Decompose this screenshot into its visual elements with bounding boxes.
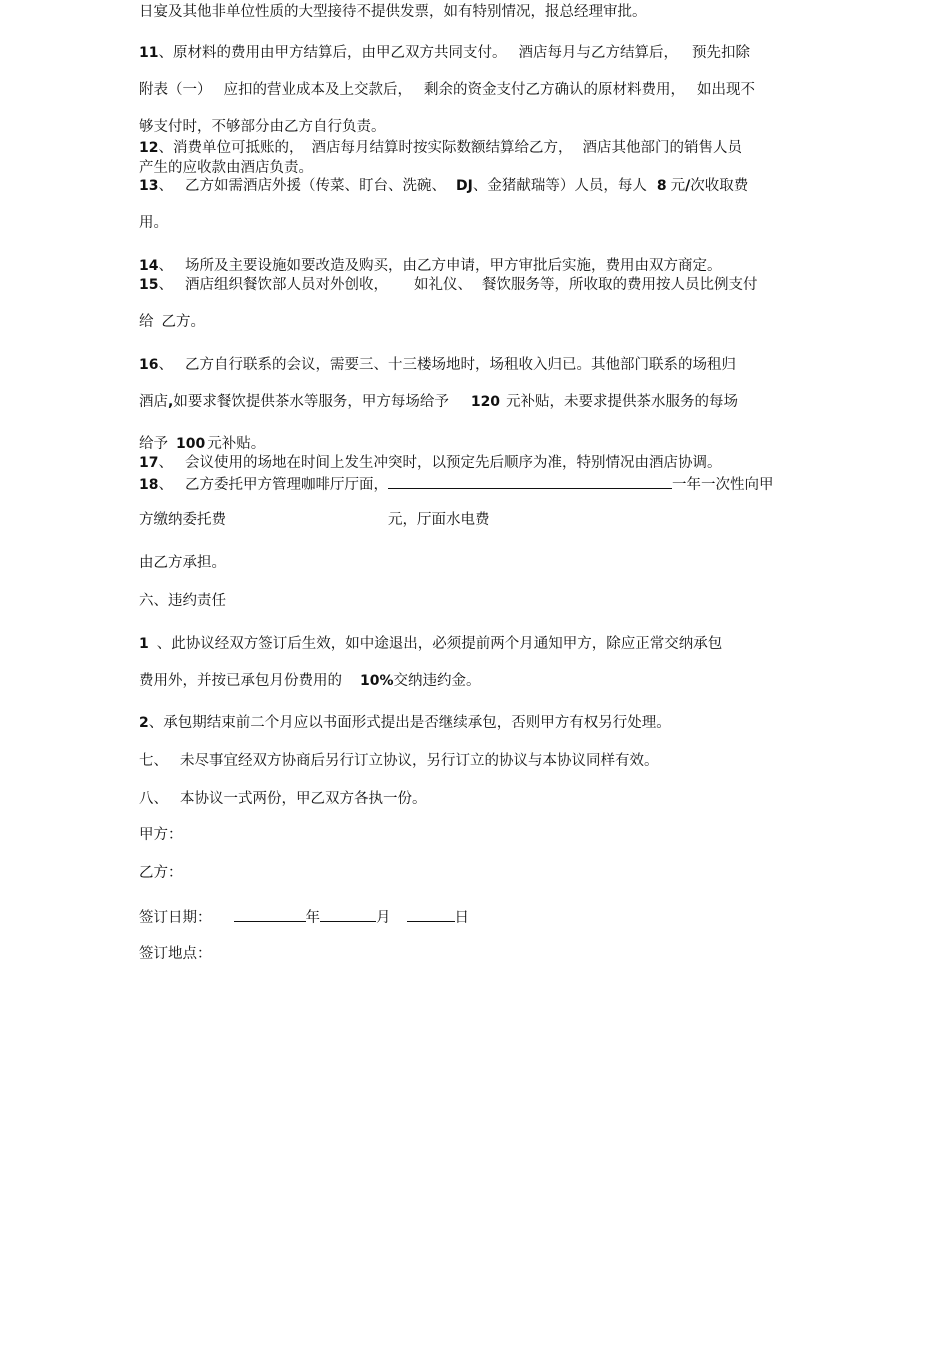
clause-14 <box>139 257 721 275</box>
clause-text: 、 <box>158 258 173 274</box>
clause-text: 、 <box>158 178 173 194</box>
clause-text: 方缴纳委托费 <box>139 512 226 528</box>
clause-text: 费用外，并按已承包月份费用的 <box>139 673 342 689</box>
section-heading: 六、违约责任 <box>139 593 226 609</box>
clause-text: 元补贴。 <box>207 436 266 452</box>
section-7 <box>139 752 659 770</box>
clause-number: 15 <box>139 277 159 293</box>
clause-15-line-2 <box>139 313 205 331</box>
blank-field[interactable] <box>388 474 672 489</box>
clause-13-line-2: 用。 <box>139 215 168 231</box>
clause-text: 未尽事宜经双方协商后另行订立协议，另行订立的协议与本协议同样有效。 <box>180 753 659 769</box>
clause-13 <box>139 177 748 195</box>
clause-number: 14 <box>139 258 159 274</box>
clause-text: 100 <box>176 436 206 452</box>
clause-text: 七、 <box>139 753 168 769</box>
clause-11-line-2 <box>139 81 755 99</box>
clause-text: 一年一次性向甲 <box>671 477 774 493</box>
clause-text: 、 <box>158 477 173 493</box>
clause-text: 8 <box>656 178 667 194</box>
day-label: 日 <box>454 910 469 926</box>
breach-clause-2 <box>139 714 671 732</box>
clause-text: 、 <box>158 455 173 471</box>
section-8 <box>139 790 427 808</box>
clause-text: 乙方自行联系的会议，需要三、十三楼场地时，场租收入归已。其他部门联系的场租归 <box>184 357 736 373</box>
clause-number: 11 <box>139 45 159 61</box>
clause-number: 16 <box>139 357 159 373</box>
clause-18-line-2 <box>139 511 490 529</box>
clause-16 <box>139 356 736 374</box>
clause-number: 13 <box>139 178 159 194</box>
clause-12 <box>139 139 742 157</box>
clause-text: 如出现不 <box>697 82 755 98</box>
clause-text: 、消费单位可抵账的， <box>158 140 304 156</box>
clause-15 <box>139 276 757 294</box>
clause-text: / <box>685 178 691 194</box>
clause-text: 会议使用的场地在时间上发生冲突时，以预定先后顺序为准，特别情况由酒店协调。 <box>184 455 722 471</box>
clause-18 <box>139 474 773 494</box>
clause-number: 18 <box>139 477 159 493</box>
clause-text: 场所及主要设施如要改造及购买，由乙方申请，甲方审批后实施，费用由双方商定。 <box>184 258 722 274</box>
clause-text: 预先扣除 <box>691 45 750 61</box>
clause-text: 酒店其他部门的销售人员 <box>582 140 742 156</box>
clause-16-line-2 <box>139 393 738 411</box>
clause-12-line-2: 产生的应收款由酒店负责。 <box>139 160 313 176</box>
clause-text: 120 <box>470 394 501 410</box>
month-label: 月 <box>376 910 391 926</box>
clause-16-line-3 <box>139 435 265 453</box>
clause-text: 应扣的营业成本及上交款后， <box>223 82 412 98</box>
clause-text: 剩余的资金支付乙方确认的原材料费用， <box>424 82 685 98</box>
breach-clause-1-line-2 <box>139 672 481 690</box>
signing-date <box>139 907 469 927</box>
clause-text: 乙方委托甲方管理咖啡厅厅面， <box>184 477 388 493</box>
clause-text: 元 <box>670 178 686 194</box>
text-line: 日宴及其他非单位性质的大型接待不提供发票，如有特别情况，报总经理审批。 <box>139 4 647 20</box>
clause-text: 、此协议经双方签订后生效，如中途退出，必须提前两个月通知甲方，除应正常交纳承包 <box>156 636 723 652</box>
clause-text: 给 <box>139 314 154 330</box>
clause-11-line-3: 够支付时，不够部分由乙方自行负责。 <box>139 119 386 135</box>
clause-text: 餐饮服务等，所收取的费用按人员比例支付 <box>481 277 758 293</box>
clause-text: 、 <box>158 357 173 373</box>
clause-text: , <box>168 394 174 410</box>
clause-text: 本协议一式两份，甲乙双方各执一份。 <box>180 791 427 807</box>
clause-text: 次收取费 <box>690 178 749 194</box>
year-blank[interactable] <box>234 907 306 922</box>
clause-number: 2 <box>139 715 149 731</box>
clause-text: 酒店 <box>139 394 168 410</box>
party-a-label: 甲方： <box>139 827 183 843</box>
party-b-label: 乙方： <box>139 865 183 881</box>
month-blank[interactable] <box>320 907 376 922</box>
clause-11 <box>139 44 750 62</box>
clause-text: 10% <box>360 673 394 689</box>
clause-text: 元补贴，未要求提供茶水服务的每场 <box>506 394 739 410</box>
clause-text: 、 <box>158 277 173 293</box>
clause-18-line-3: 由乙方承担。 <box>139 555 226 571</box>
breach-clause-1 <box>139 635 722 653</box>
date-label: 签订日期： <box>139 910 212 926</box>
clause-number: 12 <box>139 140 159 156</box>
signing-place-label: 签订地点： <box>139 946 212 962</box>
clause-text: 乙方。 <box>161 314 205 330</box>
clause-text: 交纳违约金。 <box>393 673 481 689</box>
clause-text: 如要求餐饮提供茶水等服务，甲方每场给予 <box>173 394 449 410</box>
clause-text: DJ <box>455 178 473 194</box>
clause-number: 17 <box>139 455 159 471</box>
clause-text: 酒店组织餐饮部人员对外创收， <box>184 277 388 293</box>
clause-text: 八、 <box>139 791 168 807</box>
clause-text: 、承包期结束前二个月应以书面形式提出是否继续承包，否则甲方有权另行处理。 <box>148 715 671 731</box>
clause-text: 酒店每月结算时按实际数额结算给乙方， <box>311 140 573 156</box>
clause-17 <box>139 454 721 472</box>
clause-text: 乙方如需酒店外援（传菜、盯台、洗碗、 <box>184 178 446 194</box>
clause-text: 元，厅面水电费 <box>388 512 490 528</box>
clause-text: 给予 <box>139 436 168 452</box>
clause-text: 酒店每月与乙方结算后， <box>518 45 678 61</box>
clause-number: 1 <box>139 636 149 652</box>
clause-text: 如礼仪、 <box>413 277 472 293</box>
clause-text: 、金猪献瑞等）人员，每人 <box>472 178 647 194</box>
clause-text: 附表（一） <box>139 82 212 98</box>
year-label: 年 <box>305 910 320 926</box>
clause-text: 、原材料的费用由甲方结算后，由甲乙双方共同支付。 <box>158 45 507 61</box>
day-blank[interactable] <box>407 907 455 922</box>
